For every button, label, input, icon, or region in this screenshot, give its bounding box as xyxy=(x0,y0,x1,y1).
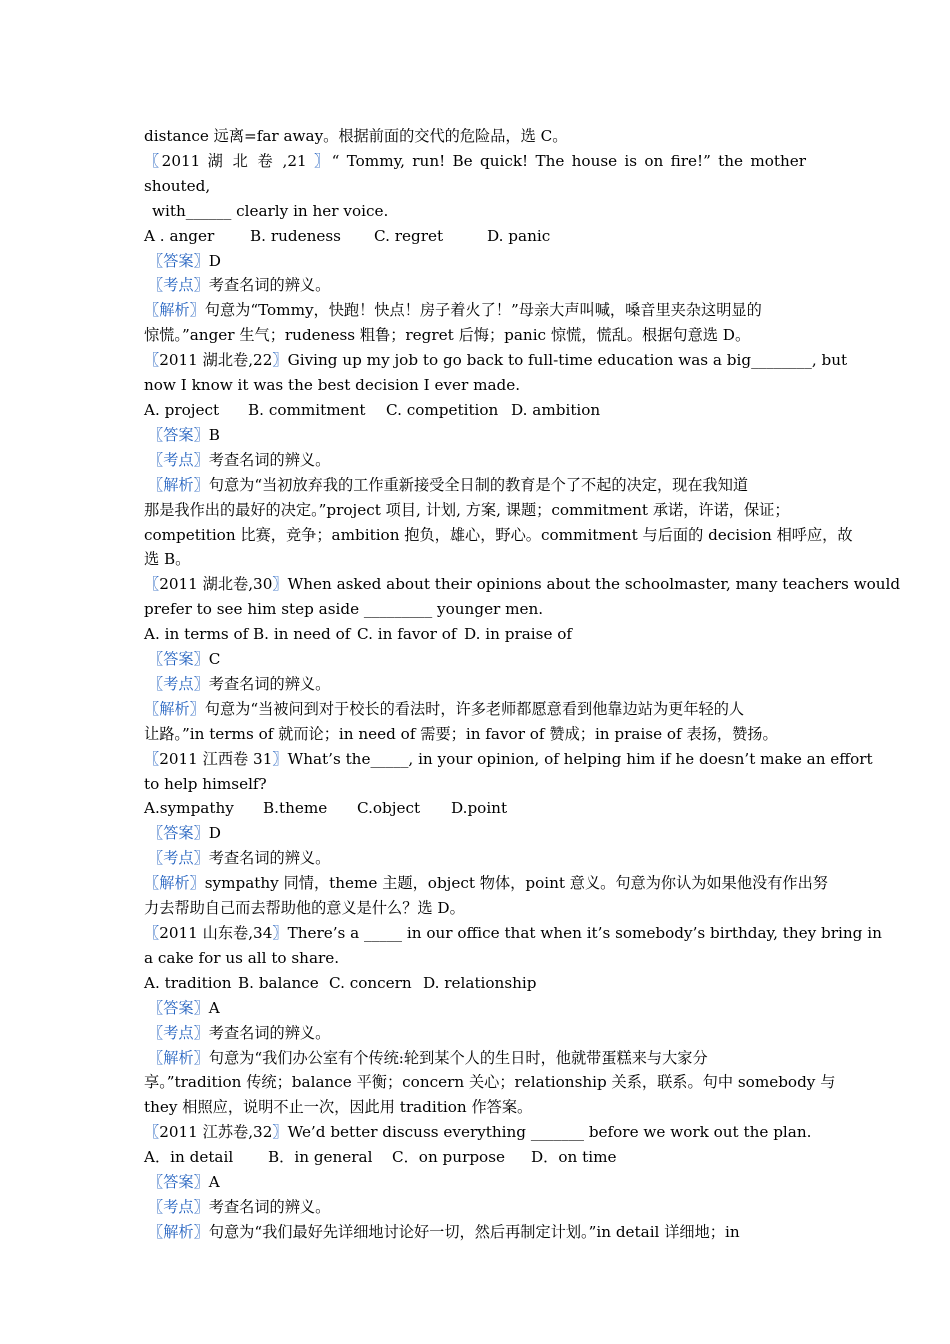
answer-line xyxy=(144,423,806,448)
analysis-text-cont: competition 比赛，竞争；ambition 抱负，雄心，野心。commitment 与后面的 decision 相呼应，故 xyxy=(144,525,853,544)
bracket-close: 〗 xyxy=(272,749,288,768)
analysis-text-cont: 力去帮助自己而去帮助他的意义是什么？选 D。 xyxy=(144,899,465,918)
option-c: C. concern xyxy=(329,973,412,992)
keypoint-label: 〖考点〗 xyxy=(148,450,209,469)
question-source: 2011 湖 北 卷 ,21 xyxy=(161,151,314,170)
keypoint-label: 〖考点〗 xyxy=(148,1023,209,1042)
question-source: 2011 山东卷,34 xyxy=(159,924,273,942)
analysis-text-cont: 让路。”in terms of 就而论；in need of 需要；in favor of 赞成；in praise of 表扬，赞扬。 xyxy=(144,724,778,743)
answer-value: C xyxy=(208,650,221,669)
question-text-cont: to help himself? xyxy=(144,774,267,793)
answer-line xyxy=(144,647,806,672)
keypoint-text: 考查名词的辨义。 xyxy=(208,849,331,868)
question-4 xyxy=(144,747,873,772)
option-a: A. in terms of xyxy=(144,625,249,644)
analysis-text-cont: 选 B。 xyxy=(144,550,191,569)
answer-line xyxy=(144,821,806,846)
analysis-line xyxy=(144,473,806,498)
keypoint-line xyxy=(144,846,806,871)
analysis-text: 句意为“当被问到对于校长的看法时，许多老师都愿意看到他靠边站为更年轻的人 xyxy=(204,699,745,718)
question-text-cont: prefer to see him step aside _________ younger men. xyxy=(144,600,544,619)
analysis-line xyxy=(144,697,806,722)
option-b: B. rudeness xyxy=(250,226,341,245)
keypoint-label: 〖考点〗 xyxy=(148,276,209,295)
option-b: B. commitment xyxy=(248,400,366,419)
keypoint-text: 考查名词的辨义。 xyxy=(208,1197,331,1216)
answer-line xyxy=(144,1170,806,1195)
bracket-close: 〗 xyxy=(272,351,288,370)
option-d: D. in praise of xyxy=(464,625,573,644)
option-a: A . anger xyxy=(144,226,215,245)
bracket-open: 〖 xyxy=(144,1123,160,1142)
question-5 xyxy=(144,921,882,946)
answer-value: D xyxy=(208,251,221,270)
answer-label: 〖答案〗 xyxy=(148,1173,209,1192)
bracket-close: 〗 xyxy=(272,1123,288,1142)
bracket-open: 〖 xyxy=(144,749,160,768)
options-row xyxy=(144,398,806,423)
answer-label: 〖答案〗 xyxy=(148,251,209,270)
options-row xyxy=(144,1145,806,1170)
analysis-text: 句意为“Tommy，快跑！快点！房子着火了！”母亲大声叫喊，嗓音里夹杂这明显的 xyxy=(204,301,762,320)
question-text: What’s the_____, in your opinion, of helping him if he doesn’t make an effort xyxy=(287,749,873,768)
bracket-open: 〖 xyxy=(144,351,160,370)
bracket-open: 〖 xyxy=(144,151,162,170)
option-c: C. in favor of xyxy=(357,625,457,644)
analysis-text: 句意为“当初放弃我的工作重新接受全日制的教育是个了不起的决定，现在我知道 xyxy=(208,475,749,494)
document-page xyxy=(144,124,901,1245)
answer-line xyxy=(144,996,806,1021)
answer-line xyxy=(144,249,806,274)
analysis-label: 〖解析〗 xyxy=(144,874,205,893)
options-row xyxy=(144,971,806,996)
question-6 xyxy=(144,1120,812,1145)
analysis-line xyxy=(144,1046,806,1071)
option-d: D. panic xyxy=(487,226,551,245)
option-c: C. regret xyxy=(374,226,444,245)
bracket-open: 〖 xyxy=(144,575,160,594)
analysis-label: 〖解析〗 xyxy=(148,1222,209,1241)
bracket-open: 〖 xyxy=(144,924,160,942)
keypoint-line xyxy=(144,672,806,697)
answer-value: A xyxy=(208,1173,220,1192)
question-source: 2011 湖北卷,22 xyxy=(159,351,273,370)
option-c: C．on purpose xyxy=(392,1148,505,1167)
question-text: When asked about their opinions about the schoolmaster, many teachers would xyxy=(287,575,901,594)
analysis-text-cont: 惊慌。”anger 生气；rudeness 粗鲁；regret 后悔；panic 惊慌，慌乱。根据句意选 D。 xyxy=(144,326,751,345)
keypoint-text: 考查名词的辨义。 xyxy=(208,674,331,693)
analysis-label: 〖解析〗 xyxy=(148,475,209,494)
analysis-label: 〖解析〗 xyxy=(148,1048,209,1067)
question-source: 2011 江苏卷,32 xyxy=(159,1123,273,1142)
keypoint-text: 考查名词的辨义。 xyxy=(208,276,331,295)
analysis-line xyxy=(144,1220,806,1245)
option-b: B. balance xyxy=(238,973,319,992)
question-text: “ Tommy, run! Be quick! The house is on fire!” the mother shouted, xyxy=(144,151,807,195)
option-a: A. project xyxy=(144,400,220,419)
option-c: C.object xyxy=(357,799,421,818)
option-b: B．in general xyxy=(268,1148,373,1167)
option-b: B.theme xyxy=(263,799,328,818)
analysis-text-cont: they 相照应，说明不止一次，因此用 tradition 作答案。 xyxy=(144,1098,533,1117)
options-row xyxy=(144,622,806,647)
option-a: A. tradition xyxy=(144,973,232,992)
options-row xyxy=(144,224,806,249)
options-row xyxy=(144,796,806,821)
question-text-cont: now I know it was the best decision I ever made. xyxy=(144,376,521,395)
bracket-close: 〗 xyxy=(272,575,288,594)
keypoint-label: 〖考点〗 xyxy=(148,674,209,693)
question-source: 2011 湖北卷,30 xyxy=(159,575,273,594)
answer-label: 〖答案〗 xyxy=(148,650,209,669)
option-b: B. in need of xyxy=(253,625,351,644)
question-text: We’d better discuss everything _______ before we work out the plan. xyxy=(287,1123,812,1142)
question-text: Giving up my job to go back to full-time education was a big________, but xyxy=(287,351,848,370)
answer-label: 〖答案〗 xyxy=(148,425,209,444)
question-1 xyxy=(144,149,806,199)
keypoint-label: 〖考点〗 xyxy=(148,849,209,868)
analysis-line xyxy=(144,298,806,323)
answer-value: A xyxy=(208,998,220,1017)
analysis-text-cont: 享。”tradition 传统；balance 平衡；concern 关心；relationship 关系，联系。句中 somebody 与 xyxy=(144,1073,836,1092)
analysis-text: 句意为“我们最好先详细地讨论好一切，然后再制定计划。”in detail 详细地；in xyxy=(208,1222,740,1241)
answer-label: 〖答案〗 xyxy=(148,998,209,1017)
option-a: A.sympathy xyxy=(144,799,234,818)
question-3 xyxy=(144,572,901,597)
option-d: D. ambition xyxy=(511,400,601,419)
keypoint-text: 考查名词的辨义。 xyxy=(208,1023,331,1042)
analysis-text-cont: 那是我作出的最好的决定。”project 项目, 计划, 方案, 课题；commitment 承诺，许诺，保证； xyxy=(144,500,790,519)
analysis-text: 句意为“我们办公室有个传统:轮到某个人的生日时，他就带蛋糕来与大家分 xyxy=(208,1048,708,1067)
bracket-close: 〗 xyxy=(313,151,332,170)
question-source: 2011 江西卷 31 xyxy=(159,749,273,768)
answer-label: 〖答案〗 xyxy=(148,824,209,843)
analysis-label: 〖解析〗 xyxy=(144,301,205,320)
keypoint-line xyxy=(144,273,806,298)
keypoint-line xyxy=(144,1021,806,1046)
keypoint-text: 考查名词的辨义。 xyxy=(208,450,331,469)
bracket-close: 〗 xyxy=(272,924,288,942)
keypoint-line xyxy=(144,448,806,473)
question-text-cont: a cake for us all to share. xyxy=(144,948,340,967)
option-d: D．on time xyxy=(531,1148,617,1167)
question-text-cont: with______ clearly in her voice. xyxy=(152,201,389,220)
text-line: distance 远离=far away。根据前面的交代的危险品，选 C。 xyxy=(144,127,568,145)
option-d: D.point xyxy=(451,799,508,818)
analysis-label: 〖解析〗 xyxy=(144,699,205,718)
answer-value: D xyxy=(208,824,221,843)
analysis-text: sympathy 同情，theme 主题，object 物体，point 意义。句意为你认为如果他没有作出努 xyxy=(204,874,828,893)
option-d: D. relationship xyxy=(423,973,537,992)
option-c: C. competition xyxy=(386,400,499,419)
option-a: A．in detail xyxy=(144,1148,234,1167)
analysis-line xyxy=(144,871,828,896)
question-2 xyxy=(144,348,848,373)
answer-value: B xyxy=(208,425,220,444)
keypoint-line xyxy=(144,1195,806,1220)
keypoint-label: 〖考点〗 xyxy=(148,1197,209,1216)
question-text: There’s a _____ in our office that when it’s somebody’s birthday, they bring in xyxy=(287,924,882,942)
